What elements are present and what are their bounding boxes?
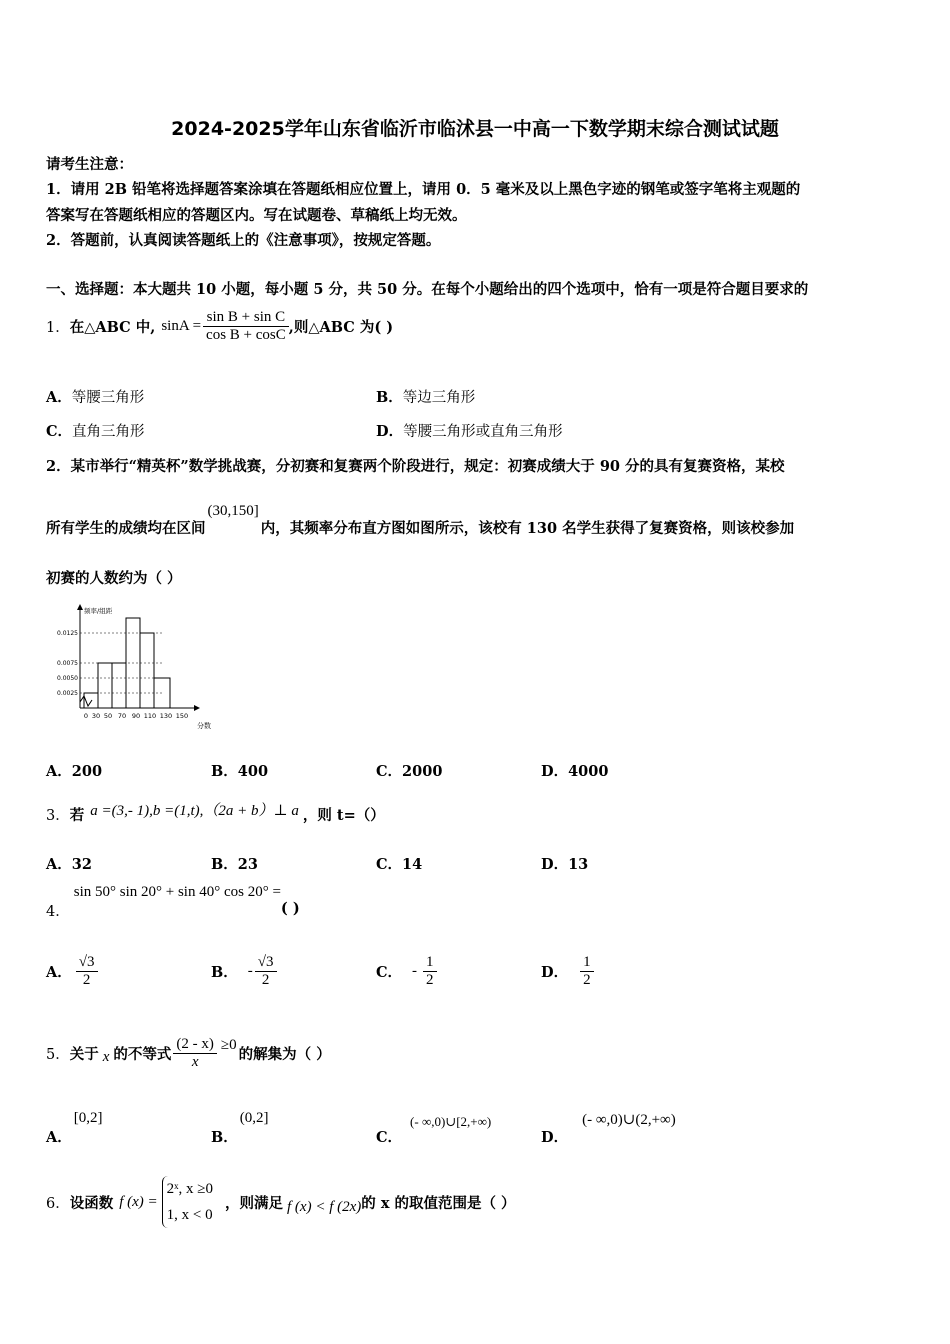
notice-line-2: 2．答题前，认真阅读答题纸上的《注意事项》，按规定答题。 — [46, 232, 441, 249]
y-tick-label: 0.0125 — [57, 630, 78, 637]
q5-middle: 的不等式 — [113, 1045, 172, 1063]
q4-expression: sin 50° sin 20° + sin 40° cos 20° = — [73, 884, 281, 900]
option-label: C． — [376, 763, 403, 780]
option-text: 23 — [237, 856, 258, 873]
option-sign: - — [412, 962, 418, 979]
x-axis-arrow — [194, 705, 200, 711]
option-label: D． — [541, 763, 569, 780]
question-6 — [46, 1172, 516, 1232]
option-label: C． — [376, 856, 403, 873]
option-label: A． — [46, 763, 72, 780]
question-4 — [46, 884, 300, 924]
q5-fraction — [173, 1036, 217, 1071]
section-heading: 一、选择题：本大题共 10 小题，每小题 5 分，共 50 分。在每个小题给出的四个选项中，恰有一项是符合题目要求的 — [46, 281, 809, 298]
y-tick-label: 0.0050 — [57, 675, 78, 682]
q6-function: f (x) = — [119, 1193, 158, 1210]
x-tick-label: 70 — [117, 712, 127, 720]
q5-variable: x — [102, 1048, 110, 1065]
option-label: D． — [541, 963, 569, 981]
histogram-bar — [140, 633, 154, 708]
option-label: A． — [46, 856, 72, 873]
question-1 — [46, 300, 393, 352]
y-axis-label: 频率/组距 — [84, 607, 113, 615]
x-axis-label: 分数 — [197, 722, 211, 730]
option-text: 200 — [71, 763, 103, 780]
q2-option-c[interactable] — [376, 760, 442, 781]
q1-fraction-num: sin B + sin C — [206, 308, 286, 325]
option-label: A． — [46, 963, 72, 981]
option-fraction — [76, 954, 98, 989]
option-text: 13 — [568, 856, 589, 873]
q5-suffix: 的解集为（ ） — [238, 1045, 331, 1063]
q5-option-b[interactable] — [211, 1110, 269, 1147]
q2-line-2 — [46, 503, 794, 538]
option-text: 4000 — [568, 763, 609, 780]
q2-line-3: 初赛的人数约为（ ） — [46, 570, 182, 587]
frequency-histogram — [44, 602, 234, 734]
histogram-bars — [80, 618, 170, 708]
option-fraction-num: 1 — [583, 953, 591, 970]
option-fraction — [580, 954, 594, 989]
option-text: (- ∞,0)∪[2,+∞) — [410, 1114, 492, 1129]
option-label: C． — [376, 1129, 403, 1146]
q6-piecewise — [162, 1176, 213, 1228]
option-label: B． — [211, 963, 238, 981]
x-tick-label: 110 — [143, 712, 157, 720]
x-tick-label: 130 — [159, 712, 173, 720]
q4-option-b[interactable] — [211, 944, 277, 998]
x-tick-label: 150 — [175, 712, 189, 720]
q5-option-c[interactable] — [376, 1110, 491, 1147]
option-label: B． — [211, 1129, 238, 1146]
option-fraction-num: 1 — [426, 953, 434, 970]
x-tick-label: 0 — [83, 712, 89, 720]
option-label: B． — [376, 389, 403, 406]
q6-number: 6． — [46, 1195, 70, 1212]
option-fraction — [255, 954, 277, 989]
q6-case-2: 1, x < 0 — [166, 1207, 213, 1223]
histogram-axes — [77, 604, 200, 711]
q2-interval: (30,150] — [207, 503, 259, 519]
option-fraction-num: √3 — [257, 953, 274, 970]
q5-fraction-num: (2 - x) — [176, 1035, 214, 1052]
option-label: C． — [376, 963, 403, 981]
y-tick-label: 0.0025 — [57, 690, 78, 697]
q3-number: 3． — [46, 807, 70, 824]
q5-option-d[interactable] — [541, 1110, 676, 1147]
option-text: [0,2] — [73, 1110, 103, 1126]
option-label: A． — [46, 1129, 72, 1146]
option-fraction-den: 2 — [423, 971, 437, 989]
option-label: B． — [211, 856, 238, 873]
option-text: 2000 — [402, 763, 443, 780]
option-label: A． — [46, 389, 72, 406]
option-label: C． — [46, 423, 73, 440]
q6-prefix: 设函数 — [69, 1194, 114, 1212]
option-fraction-num: √3 — [78, 953, 95, 970]
q1-prefix: 在△ABC 中, — [69, 318, 156, 336]
q2-option-b[interactable] — [211, 760, 268, 781]
q1-lhs: sinA = — [161, 317, 202, 334]
x-tick-label: 90 — [131, 712, 141, 720]
q6-middle: ，则满足 — [225, 1194, 283, 1212]
q2-line-2-pre: 所有学生的成绩均在区间 — [46, 520, 206, 537]
q4-suffix: ( ) — [280, 900, 300, 917]
question-3 — [46, 797, 385, 831]
histogram-bar — [98, 663, 112, 708]
q3-option-b[interactable] — [211, 853, 258, 874]
question-5 — [46, 1026, 331, 1080]
option-label: D． — [541, 856, 569, 873]
option-fraction-den: 2 — [76, 971, 98, 989]
q1-fraction-den: cos B + cosC — [203, 326, 289, 344]
q4-option-d[interactable] — [541, 944, 594, 998]
q2-line-2-post: 内，其频率分布直方图如图所示，该校有 130 名学生获得了复赛资格，则该校参加 — [260, 520, 795, 537]
histogram-bar — [112, 663, 126, 708]
option-sign: - — [247, 962, 253, 979]
q6-case-1: 2ˣ, x ≥0 — [166, 1181, 213, 1197]
option-fraction — [423, 954, 437, 989]
q6-suffix: 的 x 的取值范围是（ ） — [361, 1194, 516, 1212]
q2-option-d[interactable] — [541, 760, 608, 781]
q3-option-a[interactable] — [46, 853, 92, 874]
option-text: 等边三角形 — [402, 390, 476, 406]
notice-line-1b: 答案写在答题纸相应的答题区内。写在试题卷、草稿纸上均无效。 — [46, 207, 467, 224]
q1-suffix: ,则△ABC 为( ) — [288, 318, 394, 336]
y-axis-arrow — [77, 604, 83, 610]
option-text: 等腰三角形 — [71, 390, 145, 406]
option-text: 14 — [402, 856, 423, 873]
option-text: 32 — [71, 856, 92, 873]
axis-break — [80, 696, 92, 706]
q3-suffix: ，则 t=（） — [302, 806, 385, 824]
q1-option-c[interactable] — [46, 420, 145, 441]
q3-option-d[interactable] — [541, 853, 588, 874]
q5-number: 5． — [46, 1046, 70, 1063]
option-text: 400 — [237, 763, 269, 780]
q5-option-a[interactable] — [46, 1110, 103, 1147]
q3-prefix: 若 — [69, 806, 85, 824]
option-fraction-den: 2 — [255, 971, 277, 989]
page-title: 2024-2025学年山东省临沂市临沭县一中高一下数学期末综合测试试题 — [171, 118, 779, 140]
q1-option-d[interactable] — [376, 420, 563, 441]
option-text: (0,2] — [239, 1110, 269, 1126]
q2-line-1: 2．某市举行“精英杯”数学挑战赛，分初赛和复赛两个阶段进行，规定：初赛成绩大于 90 分的具有复赛资格，某校 — [46, 458, 785, 475]
option-text: 直角三角形 — [72, 424, 145, 440]
q4-option-c[interactable] — [376, 944, 437, 998]
q1-option-b[interactable] — [376, 386, 475, 407]
q1-option-a[interactable] — [46, 386, 144, 407]
q3-option-c[interactable] — [376, 853, 422, 874]
option-label: D． — [376, 423, 404, 440]
q1-number: 1． — [46, 319, 70, 336]
q3-expression: a =(3,- 1),b =(1,t),（2a + b）⊥ a — [90, 802, 299, 819]
x-tick-label: 50 — [103, 712, 113, 720]
q4-number: 4． — [46, 904, 70, 920]
x-tick-label: 30 — [91, 712, 101, 720]
option-text: (- ∞,0)∪(2,+∞) — [582, 1112, 676, 1128]
option-label: D． — [541, 1129, 569, 1146]
notice-line-1a: 1．请用 2B 铅笔将选择题答案涂填在答题纸相应位置上，请用 0．5 毫米及以上黑色字迹的钢笔或签字笔将主观题的 — [46, 181, 801, 198]
q6-condition: f (x) < f (2x) — [287, 1198, 362, 1215]
option-fraction-den: 2 — [580, 971, 594, 989]
y-tick-label: 0.0075 — [57, 660, 78, 667]
q5-inequality: ≥0 — [220, 1036, 237, 1053]
q2-option-a[interactable] — [46, 760, 102, 781]
option-text: 等腰三角形或直角三角形 — [403, 424, 563, 440]
q1-fraction — [203, 309, 289, 344]
q5-fraction-den: x — [173, 1053, 217, 1071]
option-label: B． — [211, 763, 238, 780]
notice-heading: 请考生注意： — [46, 156, 133, 173]
q5-prefix: 关于 — [69, 1045, 99, 1063]
q4-option-a[interactable] — [46, 944, 98, 998]
